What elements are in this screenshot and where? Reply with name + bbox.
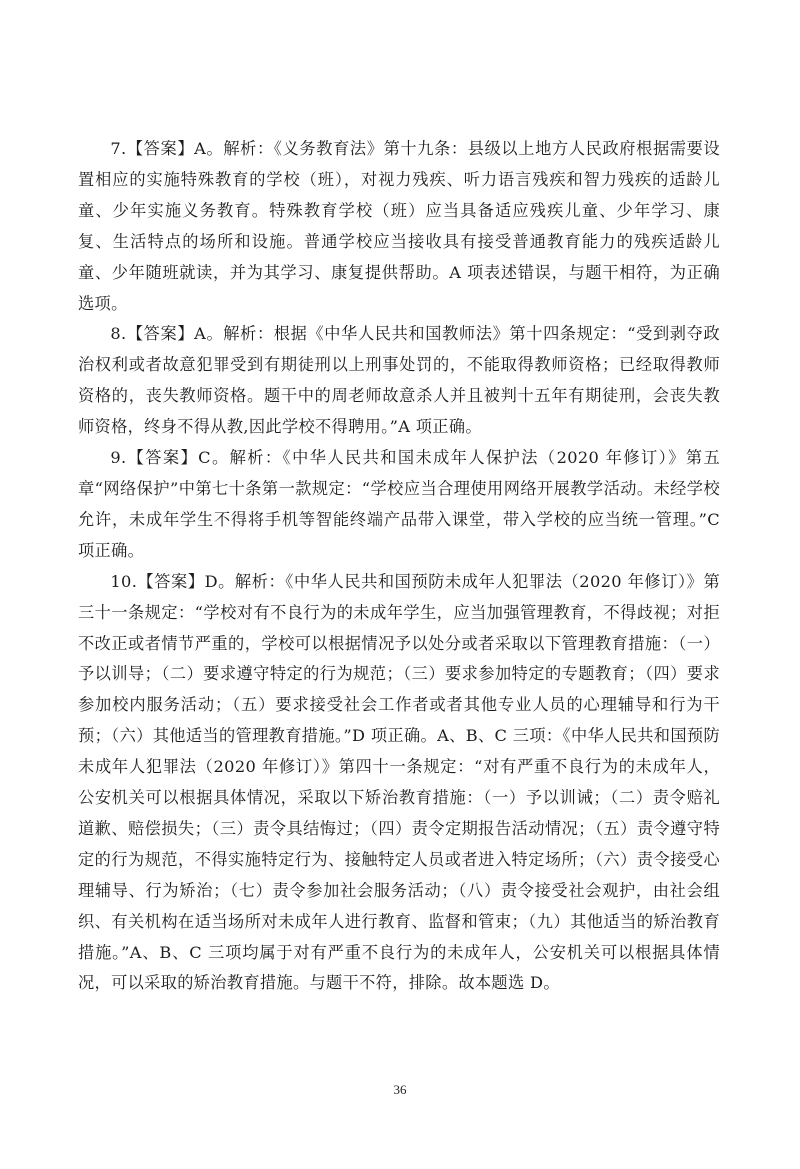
answer-10-paragraph: 10.【答案】D。解析：《中华人民共和国预防未成年人犯罪法（2020 年修订）》第三十一条规定：“学校对有不良行为的未成年学生，应当加强管理教育，不得歧视；对拒不改正或者情节严重的，学校可以根据情况予以处分或者采取以下管理教育措施：（一）予以训导；（二）要求遵守特定的行为规范；（三）要求参加特定的专题教育；（四）要求参加校内服务活动；（五）要求接受社会工作者或者其他专业人员的心理辅导和行为干预；（六）其他适当的管理教育措施。”D 项正确。A、B、C 三项：《中华人民共和国预防未成年人犯罪法（2020 年修订）》第四十一条规定：“对有严重不良行为的未成年人，公安机关可以根据具体情况，采取以下矫治教育措施：（一）予以训诫；（二）责令赔礼道歉、赔偿损失；（三）责令具结悔过；（四）责令定期报告活动情况；（五）责令遵守特定的行为规范，不得实施特定行为、接触特定人员或者进入特定场所；（六）责令接受心理辅导、行为矫治；（七）责令参加社会服务活动；（八）责令接受社会观护，由社会组织、有关机构在适当场所对未成年人进行教育、监督和管束；（九）其他适当的矫治教育措施。”A、B、C 三项均属于对有严重不良行为的未成年人，公安机关可以根据具体情况，可以采取的矫治教育措施。与题干不符，排除。故本题选 D。 [78, 571, 720, 993]
answer-8-paragraph: 8.【答案】A。解析：根据《中华人民共和国教师法》第十四条规定：“受到剥夺政治权利或者故意犯罪受到有期徒刑以上刑事处罚的，不能取得教师资格；已经取得教师资格的，丧失教师资格。题干中的周老师故意杀人并且被判十五年有期徒刑，会丧失教师资格，终身不得从教,因此学校不得聘用。”A 项正确。 [78, 324, 720, 437]
answer-explanations [78, 134, 720, 999]
page-number: 36 [393, 1082, 407, 1097]
answer-7-paragraph: 7.【答案】A。解析：《义务教育法》第十九条：县级以上地方人民政府根据需要设置相应的实施特殊教育的学校（班），对视力残疾、听力语言残疾和智力残疾的适龄儿童、少年实施义务教育。特殊教育学校（班）应当具备适应残疾儿童、少年学习、康复、生活特点的场所和设施。普通学校应当接收具有接受普通教育能力的残疾适龄儿童、少年随班就读，并为其学习、康复提供帮助。A 项表述错误，与题干相符，为正确选项。 [78, 139, 720, 313]
answer-9-paragraph: 9.【答案】C。解析：《中华人民共和国未成年人保护法（2020 年修订）》第五章“网络保护”中第七十条第一款规定：“学校应当合理使用网络开展教学活动。未经学校允许，未成年学生不得将手机等智能终端产品带入课堂，带入学校的应当统一管理。”C 项正确。 [78, 448, 720, 560]
